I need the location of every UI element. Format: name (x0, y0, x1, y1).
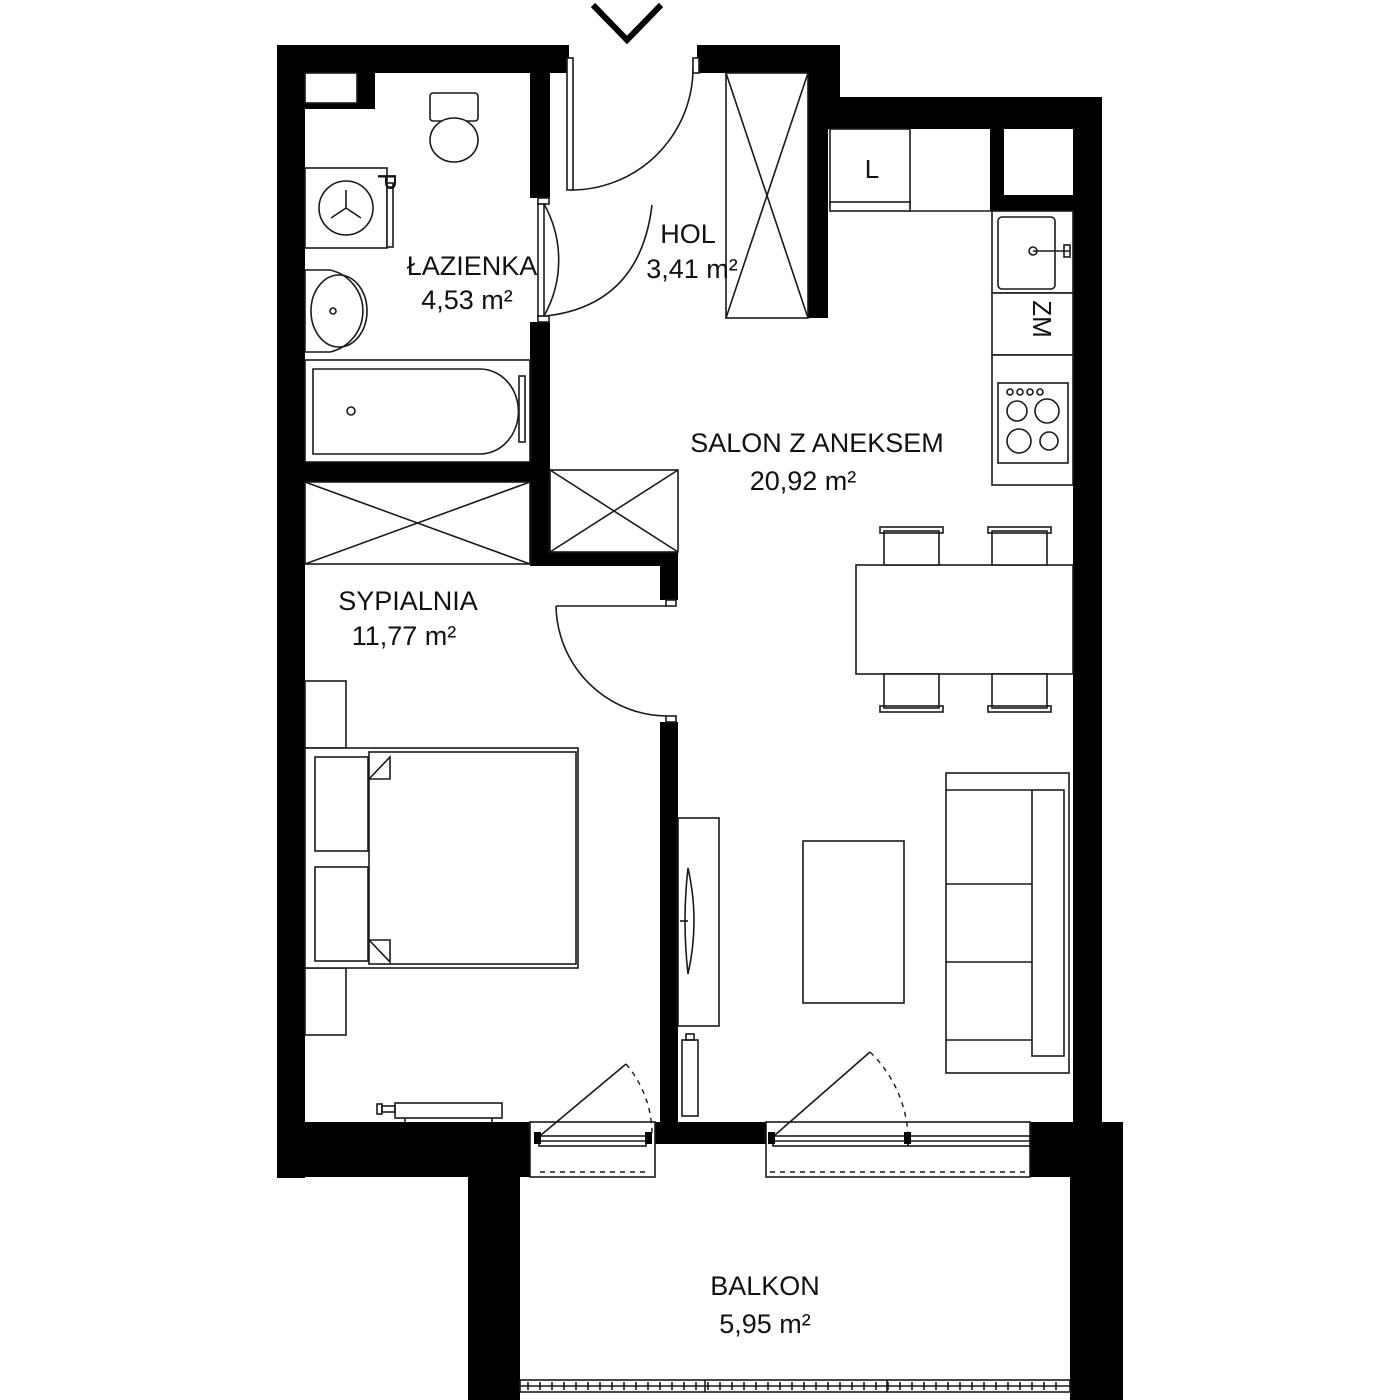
room-name: HOL (660, 219, 716, 249)
room-area: 3,41 m² (646, 254, 738, 284)
bedroom-furniture (305, 681, 578, 1122)
living-wardrobe (550, 470, 678, 552)
room-hall-label (646, 219, 738, 284)
bathroom-door (538, 198, 652, 322)
room-name: ŁAZIENKA (406, 251, 538, 281)
room-area: 11,77 m² (351, 621, 457, 651)
nightstand-top (305, 681, 346, 748)
dining-set (856, 527, 1073, 712)
hall-wardrobe (726, 73, 808, 318)
room-area: 20,92 m² (749, 466, 857, 496)
washbasin-icon (305, 270, 367, 352)
radiator-bedroom (377, 1103, 502, 1122)
bathtub-icon (305, 360, 530, 462)
fridge-label: L (864, 154, 880, 184)
tv-cabinet (678, 818, 719, 1026)
entrance-door (567, 58, 699, 190)
room-name: BALKON (710, 1271, 820, 1301)
nightstand-bottom (305, 968, 346, 1035)
room-bedroom-label (338, 586, 478, 651)
washing-machine-label: P (372, 173, 402, 191)
room-area: 5,95 m² (719, 1309, 811, 1339)
toilet-icon (430, 93, 478, 162)
room-area: 4,53 m² (421, 285, 513, 315)
room-name: SYPIALNIA (338, 586, 478, 616)
room-balcony-label (710, 1271, 820, 1339)
entrance-arrow-icon (593, 5, 661, 40)
coffee-table (803, 841, 904, 1003)
room-bathroom-label (407, 251, 538, 315)
bedroom-wardrobe (305, 482, 530, 564)
bedroom-door (556, 600, 676, 722)
bed-icon (305, 748, 578, 968)
sofa-icon (946, 773, 1069, 1073)
room-living-label (690, 428, 944, 496)
room-name: SALON Z ANEKSEM (690, 428, 944, 458)
dishwasher-label: ZM (1027, 300, 1057, 338)
cooktop-icon (992, 355, 1073, 485)
radiator-living (682, 1034, 698, 1116)
balcony-railing (520, 1380, 1070, 1392)
bedroom-balcony-door (530, 1064, 655, 1177)
kitchen-sink-icon (992, 211, 1073, 293)
